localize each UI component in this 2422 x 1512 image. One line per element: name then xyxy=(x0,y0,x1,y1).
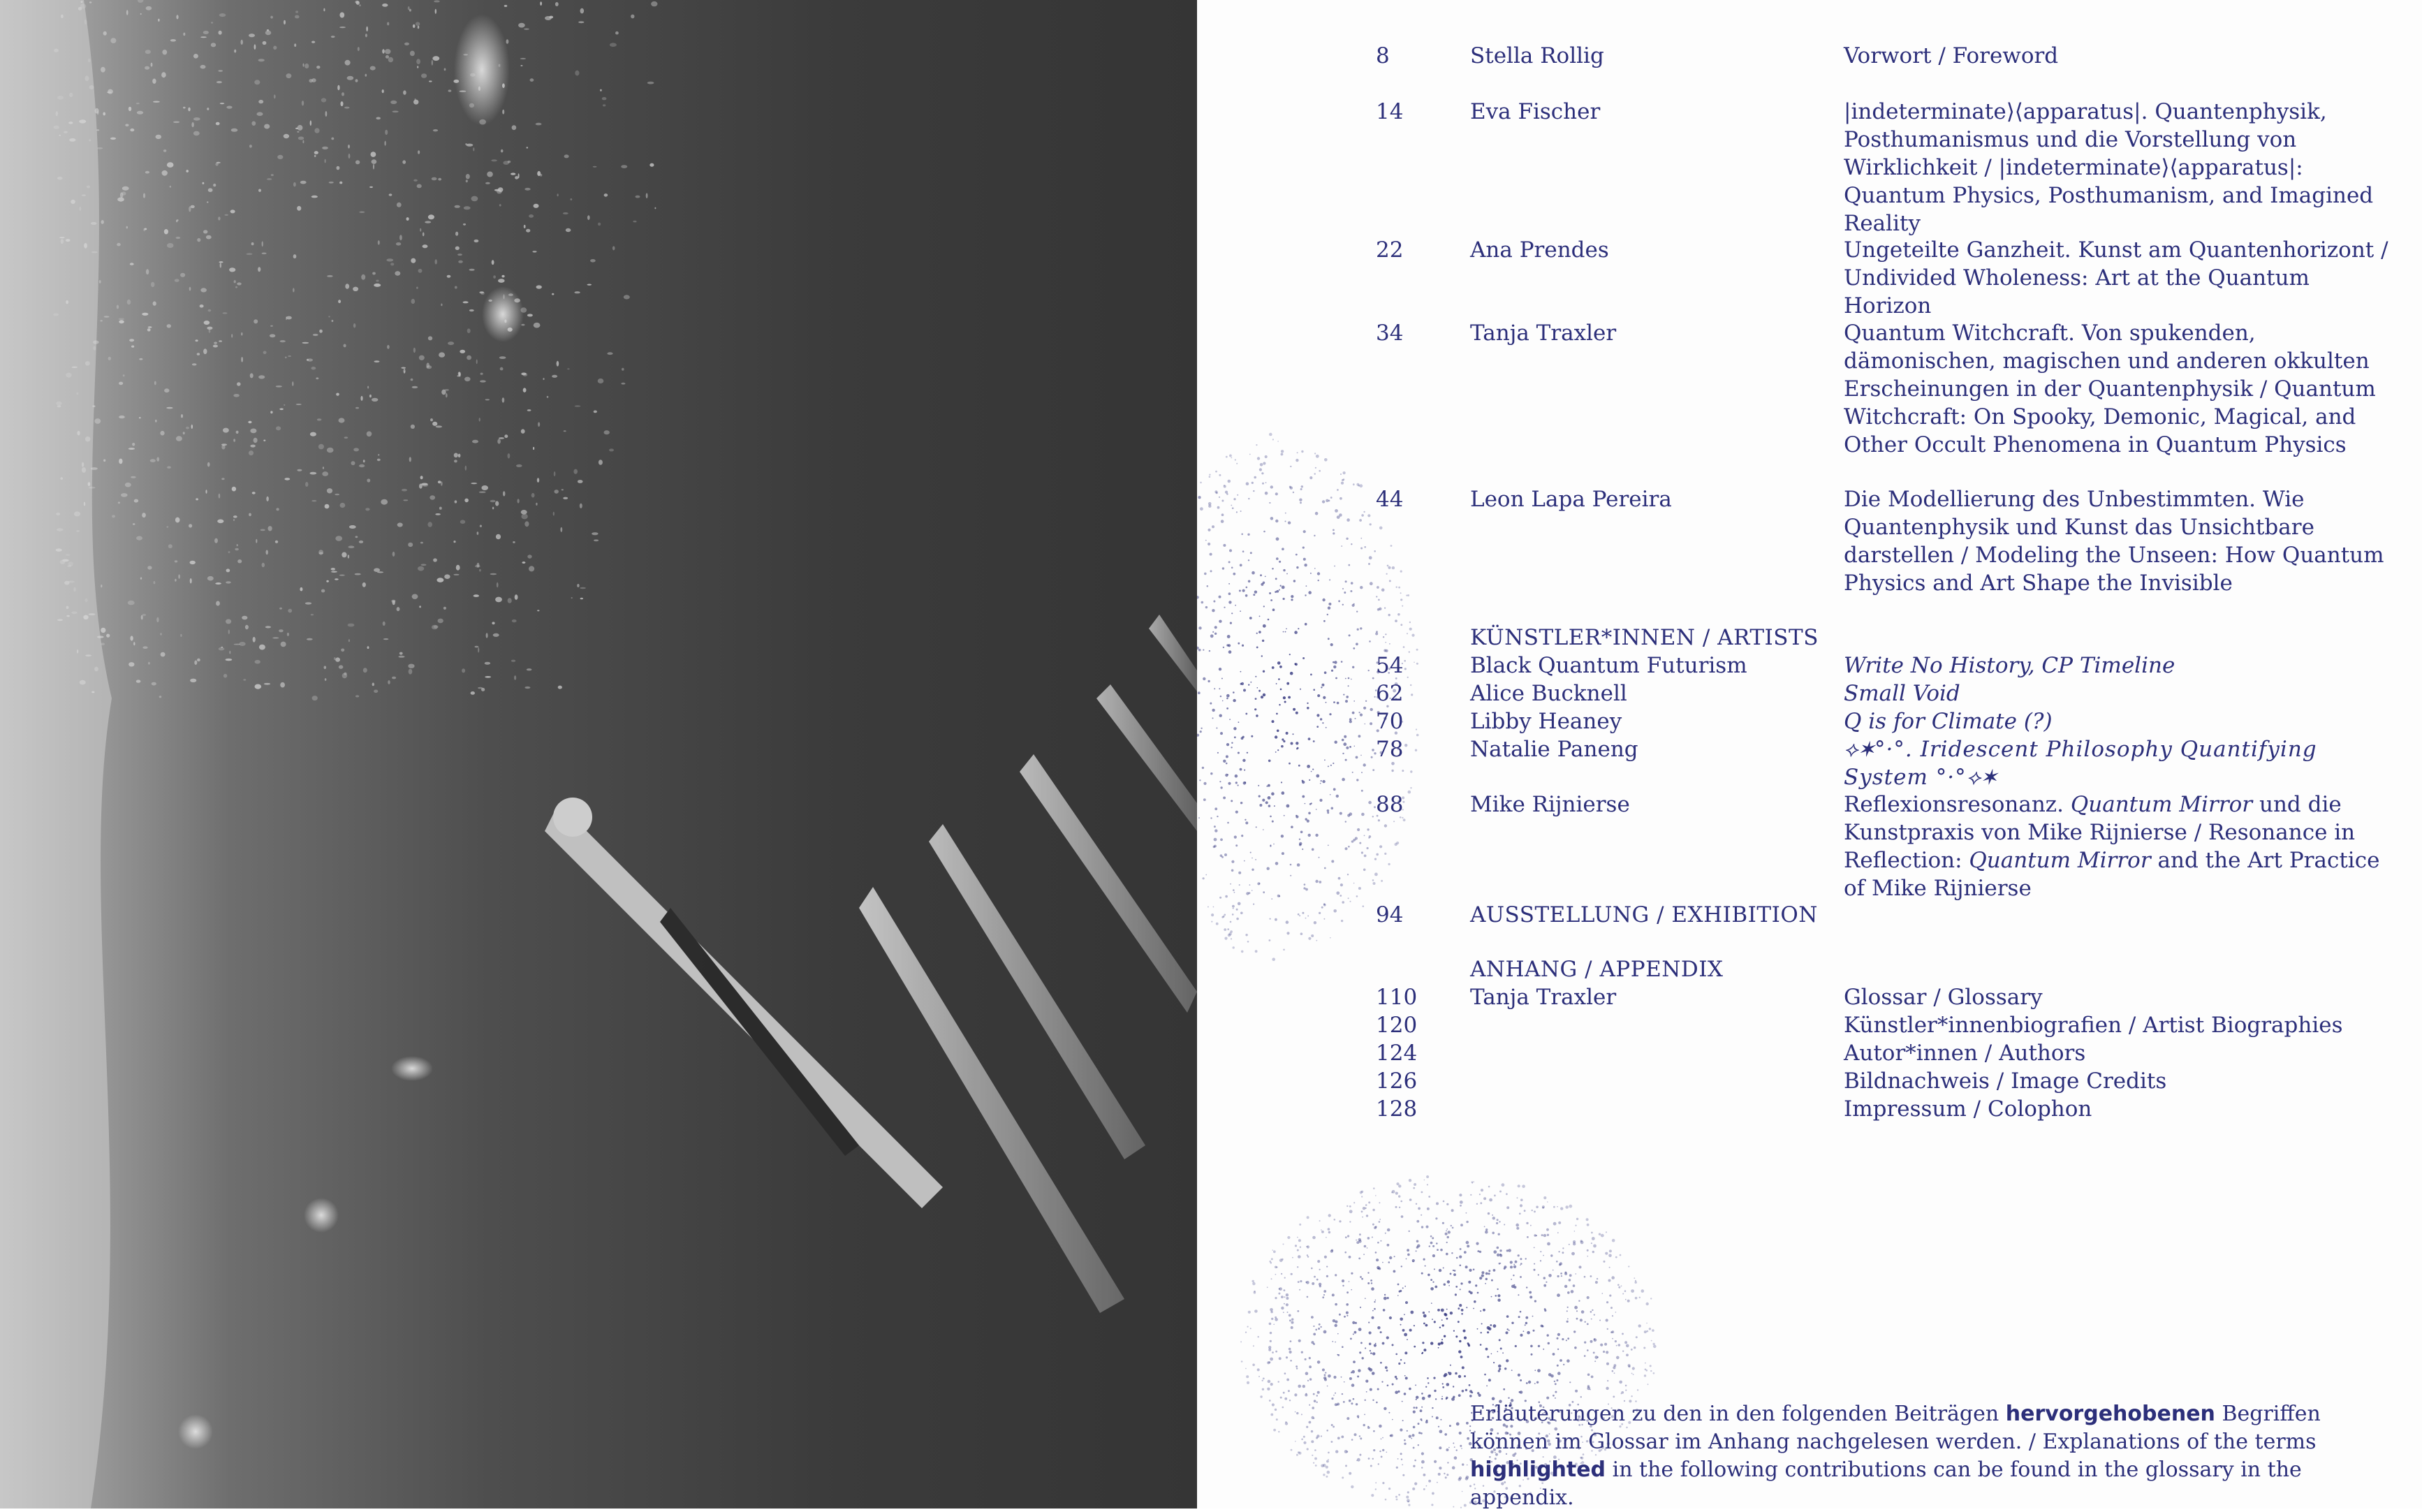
toc-page-number: 128 xyxy=(1376,1096,1418,1122)
toc-author: Black Quantum Futurism xyxy=(1470,653,1747,678)
title-part: and the Art Practice of Mike Rijnierse xyxy=(1844,848,2380,901)
toc-page-number: 110 xyxy=(1376,985,1418,1010)
title-part: und die Kunstpraxis von Mike Rijnierse / Resonance in Reflection: xyxy=(1844,792,2356,873)
toc-author: Alice Bucknell xyxy=(1470,681,1627,706)
toc-author: Natalie Paneng xyxy=(1470,737,1638,762)
toc-author: Tanja Traxler xyxy=(1470,985,1617,1010)
section-heading-appendix: ANHANG / APPENDIX xyxy=(1470,957,1724,982)
title-part: Reflexionsresonanz. xyxy=(1844,792,2064,817)
toc-title: Die Modellierung des Unbestimmten. Wie Quantenphysik und Kunst das Unsichtbare darstellen / Modeling the Unseen: How Quantum Physics and Art Shape the Invisible xyxy=(1844,487,2384,596)
toc-page-number: 8 xyxy=(1376,43,1390,68)
toc-title: |indeterminate⟩⟨apparatus|. Quantenphysik, Posthumanismus und die Vorstellung von Wirklichkeit / |indeterminate⟩⟨apparatus|: Quantum Physics, Posthumanism, and Imagined Reality xyxy=(1844,99,2374,236)
toc-title: ⟡✶°·°. Iridescent Philosophy Quantifying System °·°⟡✶ xyxy=(1844,737,2317,790)
toc-title: Autor*innen / Authors xyxy=(1844,1041,2086,1066)
toc-page-number: 34 xyxy=(1376,321,1404,346)
note-highlight: hervorgehobenen xyxy=(2005,1402,2215,1426)
toc-title: Impressum / Colophon xyxy=(1844,1096,2092,1122)
toc-title: Write No History, CP Timeline xyxy=(1844,653,2175,678)
title-italic-part: Quantum Mirror xyxy=(1969,848,2151,873)
toc-title: Small Void xyxy=(1844,681,1960,706)
toc-page-number: 62 xyxy=(1376,681,1404,706)
toc-title: Ungeteilte Ganzheit. Kunst am Quantenhorizont / Undivided Wholeness: Art at the Quantum Horizon xyxy=(1844,237,2388,318)
section-heading-exhibition: AUSSTELLUNG / EXHIBITION xyxy=(1470,902,1818,927)
note-text: in the following contributions can be found in the glossary in the appendix. xyxy=(1470,1458,2302,1510)
toc-author: Stella Rollig xyxy=(1470,43,1604,68)
toc-author: Tanja Traxler xyxy=(1470,321,1617,346)
toc-page-number: 120 xyxy=(1376,1013,1418,1038)
toc-title: Vorwort / Foreword xyxy=(1844,43,2059,68)
note-highlight: highlighted xyxy=(1470,1458,1606,1482)
toc-title: Künstler*innenbiografien / Artist Biographies xyxy=(1844,1013,2343,1038)
toc-page-number: 88 xyxy=(1376,792,1404,817)
toc-page-number: 70 xyxy=(1376,709,1404,734)
section-heading-artists: KÜNSTLER*INNEN / ARTISTS xyxy=(1470,625,1819,650)
toc-page-number: 44 xyxy=(1376,487,1404,512)
toc-title: Bildnachweis / Image Credits xyxy=(1844,1069,2167,1094)
toc-title xyxy=(1844,791,2395,902)
toc-page-number: 14 xyxy=(1376,99,1404,124)
glossary-note xyxy=(1470,1400,2378,1512)
toc-page-number: 94 xyxy=(1376,902,1404,927)
toc-page-number: 126 xyxy=(1376,1069,1418,1094)
toc-title: Q is for Climate (?) xyxy=(1844,709,2053,734)
note-text: Erläuterungen zu den in den folgenden Beiträgen xyxy=(1470,1402,1999,1426)
toc-author: Mike Rijnierse xyxy=(1470,792,1630,817)
toc-page-number: 78 xyxy=(1376,737,1404,762)
toc-page-number: 54 xyxy=(1376,653,1404,678)
toc-author: Eva Fischer xyxy=(1470,99,1601,124)
note-text: Begriffen können im Glossar im Anhang nachgelesen werden. / Explanations of the terms xyxy=(1470,1402,2321,1454)
toc-page-number: 22 xyxy=(1376,237,1404,263)
title-italic-part: Quantum Mirror xyxy=(2070,792,2253,817)
toc-author: Libby Heaney xyxy=(1470,709,1622,734)
toc-title: Quantum Witchcraft. Von spukenden, dämonischen, magischen und anderen okkulten Erscheinungen in der Quantenphysik / Quantum Witchcraft: On Spooky, Demonic, Magical, and Other Occult Phenomena in Quantum Physics xyxy=(1844,321,2376,457)
toc-author: Ana Prendes xyxy=(1470,237,1609,263)
toc-title: Glossar / Glossary xyxy=(1844,985,2043,1010)
toc-author: Leon Lapa Pereira xyxy=(1470,487,1672,512)
toc-page-number: 124 xyxy=(1376,1041,1418,1066)
